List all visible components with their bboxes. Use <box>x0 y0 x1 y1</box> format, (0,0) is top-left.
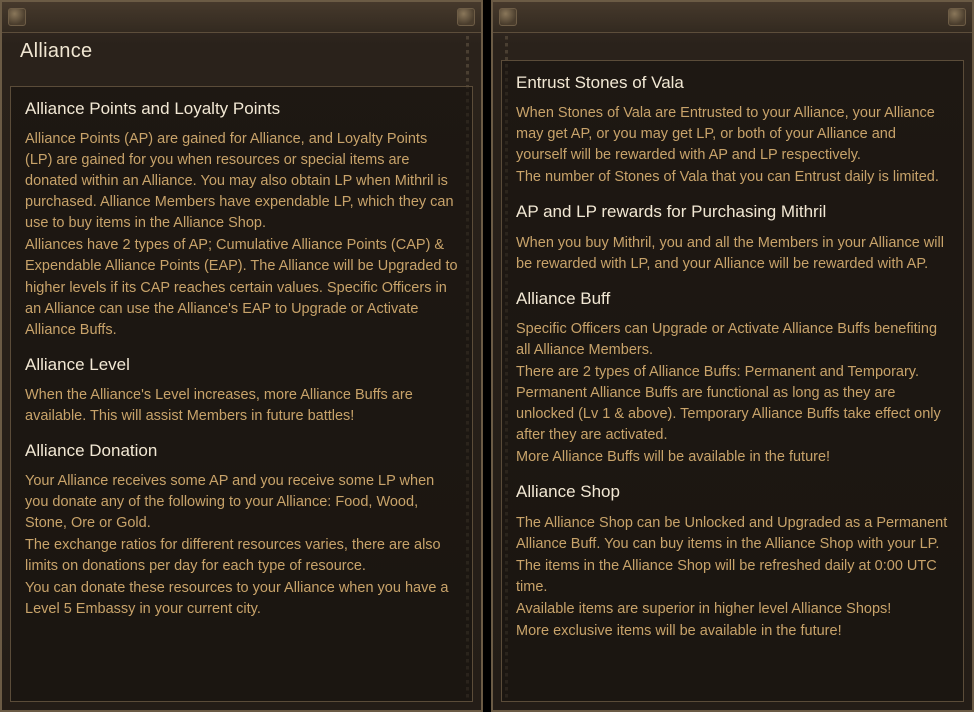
frame-knob-left-icon <box>8 8 26 26</box>
section-heading: Alliance Points and Loyalty Points <box>25 99 281 118</box>
paragraph: More Alliance Buffs will be available in the future! <box>516 449 831 466</box>
paragraph: Your Alliance receives some AP and you receive some LP when you donate any of the following to your Alliance: Food, Wood, Stone, Ore or Gold. <box>25 473 435 532</box>
section-heading: Alliance Donation <box>25 440 158 460</box>
section-body <box>516 319 949 468</box>
section-heading: Entrust Stones of Vala <box>516 73 684 92</box>
section-body <box>516 233 949 275</box>
section-body <box>516 103 949 188</box>
alliance-info-panel-right <box>491 0 974 712</box>
section-alliance-donation <box>25 441 458 621</box>
section-alliance-level <box>25 355 458 427</box>
paragraph: The number of Stones of Vala that you can Entrust daily is limited. <box>516 169 939 186</box>
panel-top-frame <box>493 2 972 33</box>
section-heading: Alliance Buff <box>516 288 611 308</box>
paragraph: Specific Officers can Upgrade or Activate Alliance Buffs benefiting all Alliance Members. <box>516 321 938 359</box>
section-alliance-buff <box>516 289 949 469</box>
paragraph: Alliances have 2 types of AP; Cumulative Alliance Points (CAP) & Expendable Alliance Points (EAP). The Alliance will be Upgraded to higher levels if its CAP reaches certain values. Specific Officers in an Alliance can use the Alliance's EAP to Upgrade or Activate Alliance Buffs. <box>25 237 458 338</box>
alliance-info-panel-left <box>0 0 483 712</box>
paragraph: You can donate these resources to your Alliance when you have a Level 5 Embassy in your current city. <box>25 580 449 618</box>
frame-knob-right-icon <box>948 8 966 26</box>
paragraph: Available items are superior in higher level Alliance Shops! <box>516 600 892 617</box>
section-body <box>516 513 949 642</box>
section-ap-and-lp-rewards-for-purchasing-mithril <box>516 202 949 274</box>
frame-knob-left-icon <box>499 8 517 26</box>
right-panel-content[interactable] <box>501 60 964 702</box>
paragraph: When you buy Mithril, you and all the Members in your Alliance will be rewarded with LP, and your Alliance will be rewarded with AP. <box>516 234 944 272</box>
section-heading: Alliance Level <box>25 354 130 374</box>
section-entrust-stones-of-vala <box>516 73 949 188</box>
paragraph: The exchange ratios for different resources varies, there are also limits on donations per day for each type of resource. <box>25 537 441 575</box>
section-body <box>25 129 458 340</box>
section-heading: Alliance Shop <box>516 482 620 502</box>
frame-knob-right-icon <box>457 8 475 26</box>
paragraph: More exclusive items will be available in the future! <box>516 622 842 639</box>
paragraph: When Stones of Vala are Entrusted to your Alliance, your Alliance may get AP, or you may get LP, or both of your Alliance and yourself will be rewarded with AP and LP respectively. <box>516 105 935 164</box>
section-heading: AP and LP rewards for Purchasing Mithril <box>516 202 827 222</box>
left-panel-content[interactable] <box>10 86 473 702</box>
section-alliance-points-and-loyalty-points <box>25 99 458 341</box>
paragraph: The items in the Alliance Shop will be refreshed daily at 0:00 UTC time. <box>516 557 937 595</box>
section-body <box>25 385 458 427</box>
page-title: Alliance <box>20 40 93 62</box>
section-body <box>25 471 458 620</box>
section-alliance-shop <box>516 482 949 641</box>
panel-top-frame <box>2 2 481 33</box>
paragraph: The Alliance Shop can be Unlocked and Upgraded as a Permanent Alliance Buff. You can buy items in the Alliance Shop with your LP. <box>516 514 948 552</box>
paragraph: There are 2 types of Alliance Buffs: Permanent and Temporary. Permanent Alliance Buffs are functional as long as they are unlocked (Lv 1 & above). Temporary Alliance Buffs take effect only after they are activated. <box>516 364 941 444</box>
paragraph: Alliance Points (AP) are gained for Alliance, and Loyalty Points (LP) are gained for you when resources or special items are donated within an Alliance. You may also obtain LP when Mithril is purchased. Alliance Members have expendable LP, which they can use to buy items in the Alliance Shop. <box>25 131 454 232</box>
paragraph: When the Alliance's Level increases, more Alliance Buffs are available. This will assist Members in future battles! <box>25 386 413 424</box>
